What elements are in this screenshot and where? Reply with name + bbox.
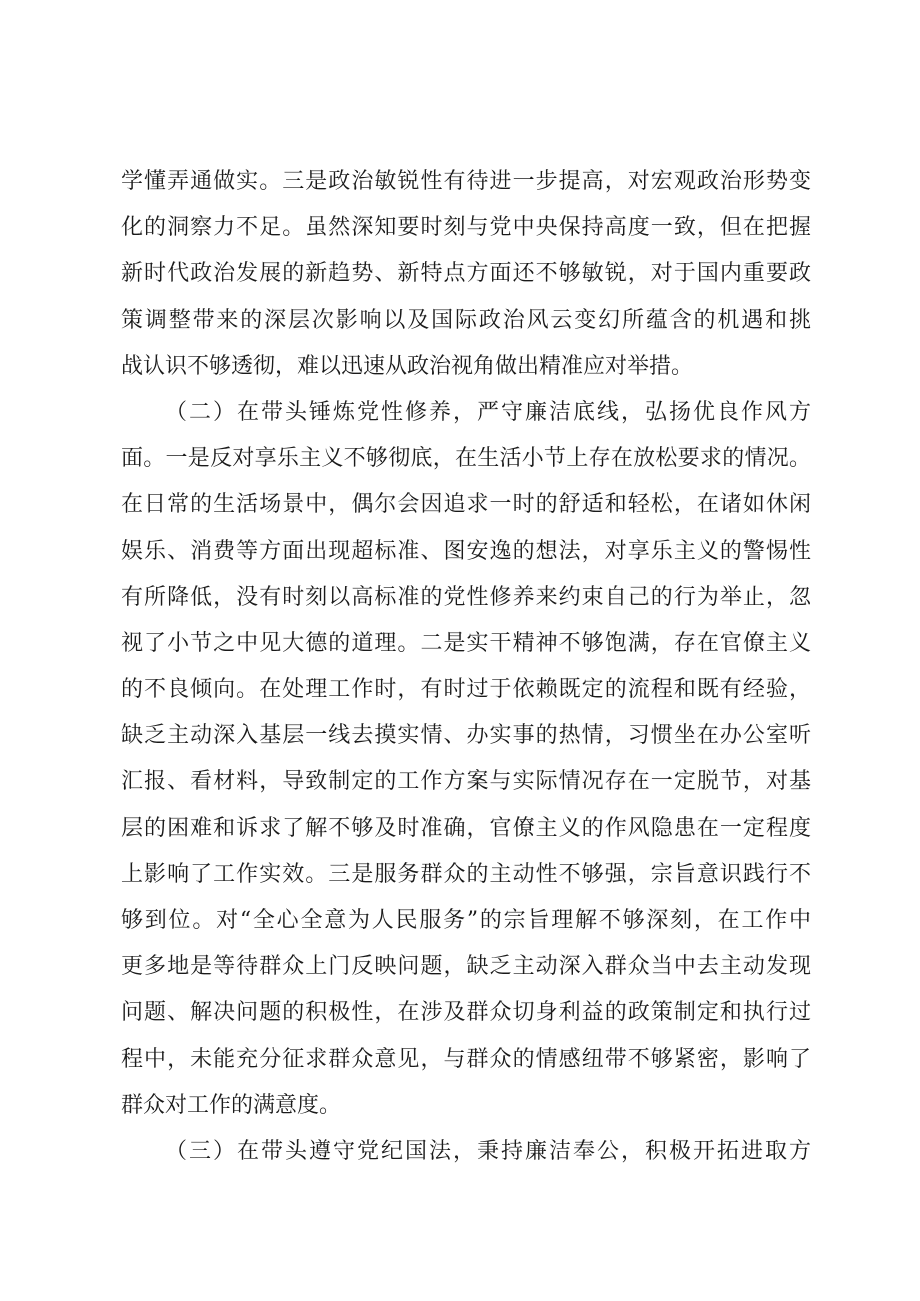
document-body: [121, 159, 811, 1175]
text-line: 面。一是反对享乐主义不够彻底，在生活小节上存在放松要求的情况。: [121, 446, 811, 472]
text-line: 策调整带来的深层次影响以及国际政治风云变幻所蕴含的机遇和挑: [121, 307, 811, 333]
text-line: 战认识不够透彻，难以迅速从政治视角做出精准应对举措。: [121, 353, 694, 379]
text-line: 学懂弄通做实。三是政治敏锐性有待进一步提高，对宏观政治形势变: [121, 169, 811, 194]
text-line: 视了小节之中见大德的道理。二是实干精神不够饱满，存在官僚主义: [121, 630, 811, 656]
text-line: 的不良倾向。在处理工作时，有时过于依赖既定的流程和既有经验，: [121, 677, 811, 703]
text-line: 有所降低，没有时刻以高标准的党性修养来约束自己的行为举止，忽: [121, 584, 811, 610]
text-line: 娱乐、消费等方面出现超标准、图安逸的想法，对享乐主义的警惕性: [121, 538, 811, 564]
text-line: 程中，未能充分征求群众意见，与群众的情感纽带不够紧密，影响了: [121, 1046, 811, 1072]
text-line: （二）在带头锤炼党性修养，严守廉洁底线，弘扬优良作风方: [165, 399, 811, 425]
text-line: （三）在带头遵守党纪国法，秉持廉洁奉公，积极开拓进取方: [165, 1138, 811, 1164]
text-line: 更多地是等待群众上门反映问题，缺乏主动深入群众当中去主动发现: [121, 954, 811, 980]
text-line: 上影响了工作实效。三是服务群众的主动性不够强，宗旨意识践行不: [121, 861, 811, 887]
text-line: 在日常的生活场景中，偶尔会因追求一时的舒适和轻松，在诸如休闲: [121, 492, 811, 518]
text-line: 新时代政治发展的新趋势、新特点方面还不够敏锐，对于国内重要政: [121, 261, 811, 287]
text-line: 够到位。对“全心全意为人民服务”的宗旨理解不够深刻，在工作中: [121, 908, 811, 933]
text-line: 群众对工作的满意度。: [121, 1092, 342, 1118]
text-line: 问题、解决问题的积极性，在涉及群众切身利益的政策制定和执行过: [121, 1000, 811, 1026]
text-line: 汇报、看材料，导致制定的工作方案与实际情况存在一定脱节，对基: [121, 769, 811, 795]
text-line: 化的洞察力不足。虽然深知要时刻与党中央保持高度一致，但在把握: [121, 215, 811, 241]
text-line: 缺乏主动深入基层一线去摸实情、办实事的热情，习惯坐在办公室听: [121, 723, 811, 749]
text-line: 层的困难和诉求了解不够及时准确，官僚主义的作风隐患在一定程度: [121, 815, 811, 841]
